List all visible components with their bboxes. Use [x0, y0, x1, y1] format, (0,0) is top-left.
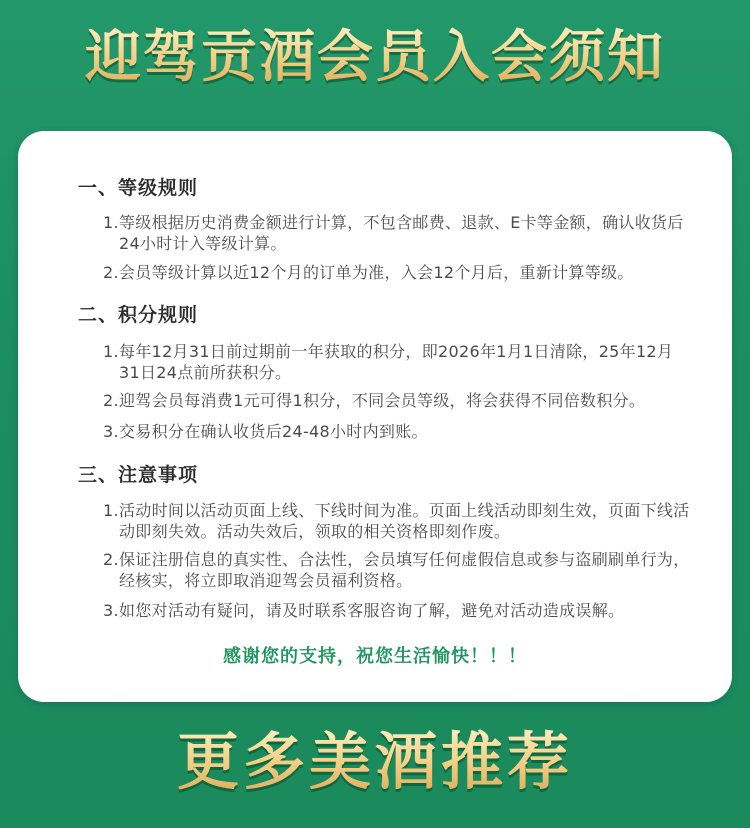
item-text: 迎驾会员每消费1元可得1积分，不同会员等级，将会获得不同倍数积分。 [119, 391, 646, 410]
notes-item [103, 600, 693, 621]
item-text: 会员等级计算以近12个月的订单为准，入会12个月后，重新计算等级。 [119, 263, 634, 282]
section-title-notes: 三、注意事项 [78, 464, 199, 486]
points-rule-item [103, 421, 693, 442]
points-rule-item [103, 341, 693, 383]
item-number: 2. [103, 550, 119, 569]
item-text: 等级根据历史消费金额进行计算，不包含邮费、退款、E卡等金额，确认收货后24小时计入等级计算。 [119, 213, 684, 253]
section-title-level-rules: 一、等级规则 [78, 177, 199, 199]
page-title: 迎驾贡酒会员入会须知 [0, 22, 750, 94]
item-number: 1. [103, 213, 119, 232]
item-text: 活动时间以活动页面上线、下线时间为准。页面上线活动即刻生效，页面下线活动即刻失效。活动失效后，领取的相关资格即刻作废。 [119, 501, 690, 541]
notes-item [103, 549, 693, 591]
level-rule-item [103, 262, 693, 283]
item-text: 如您对活动有疑问，请及时联系客服咨询了解，避免对活动造成误解。 [119, 601, 625, 620]
membership-rules-card [18, 131, 732, 702]
item-number: 1. [103, 501, 119, 520]
points-rule-item [103, 390, 693, 411]
more-wine-recommendations-banner[interactable]: 更多美酒推荐 [0, 722, 750, 802]
item-number: 2. [103, 263, 119, 282]
item-number: 3. [103, 601, 119, 620]
notes-item [103, 500, 693, 542]
item-text: 交易积分在确认收货后24-48小时内到账。 [119, 422, 428, 441]
item-number: 2. [103, 391, 119, 410]
item-text: 每年12月31日前过期前一年获取的积分，即2026年1月1日清除，25年12月31日24点前所获积分。 [119, 342, 674, 382]
section-title-points-rules: 二、积分规则 [78, 304, 199, 326]
item-text: 保证注册信息的真实性、合法性，会员填写任何虚假信息或参与盗刷刷单行为，经核实，将立即取消迎驾会员福利资格。 [119, 550, 690, 590]
thanks-message: 感谢您的支持，祝您生活愉快！！！ [223, 646, 527, 667]
item-number: 1. [103, 342, 119, 361]
level-rule-item [103, 212, 693, 254]
item-number: 3. [103, 422, 119, 441]
